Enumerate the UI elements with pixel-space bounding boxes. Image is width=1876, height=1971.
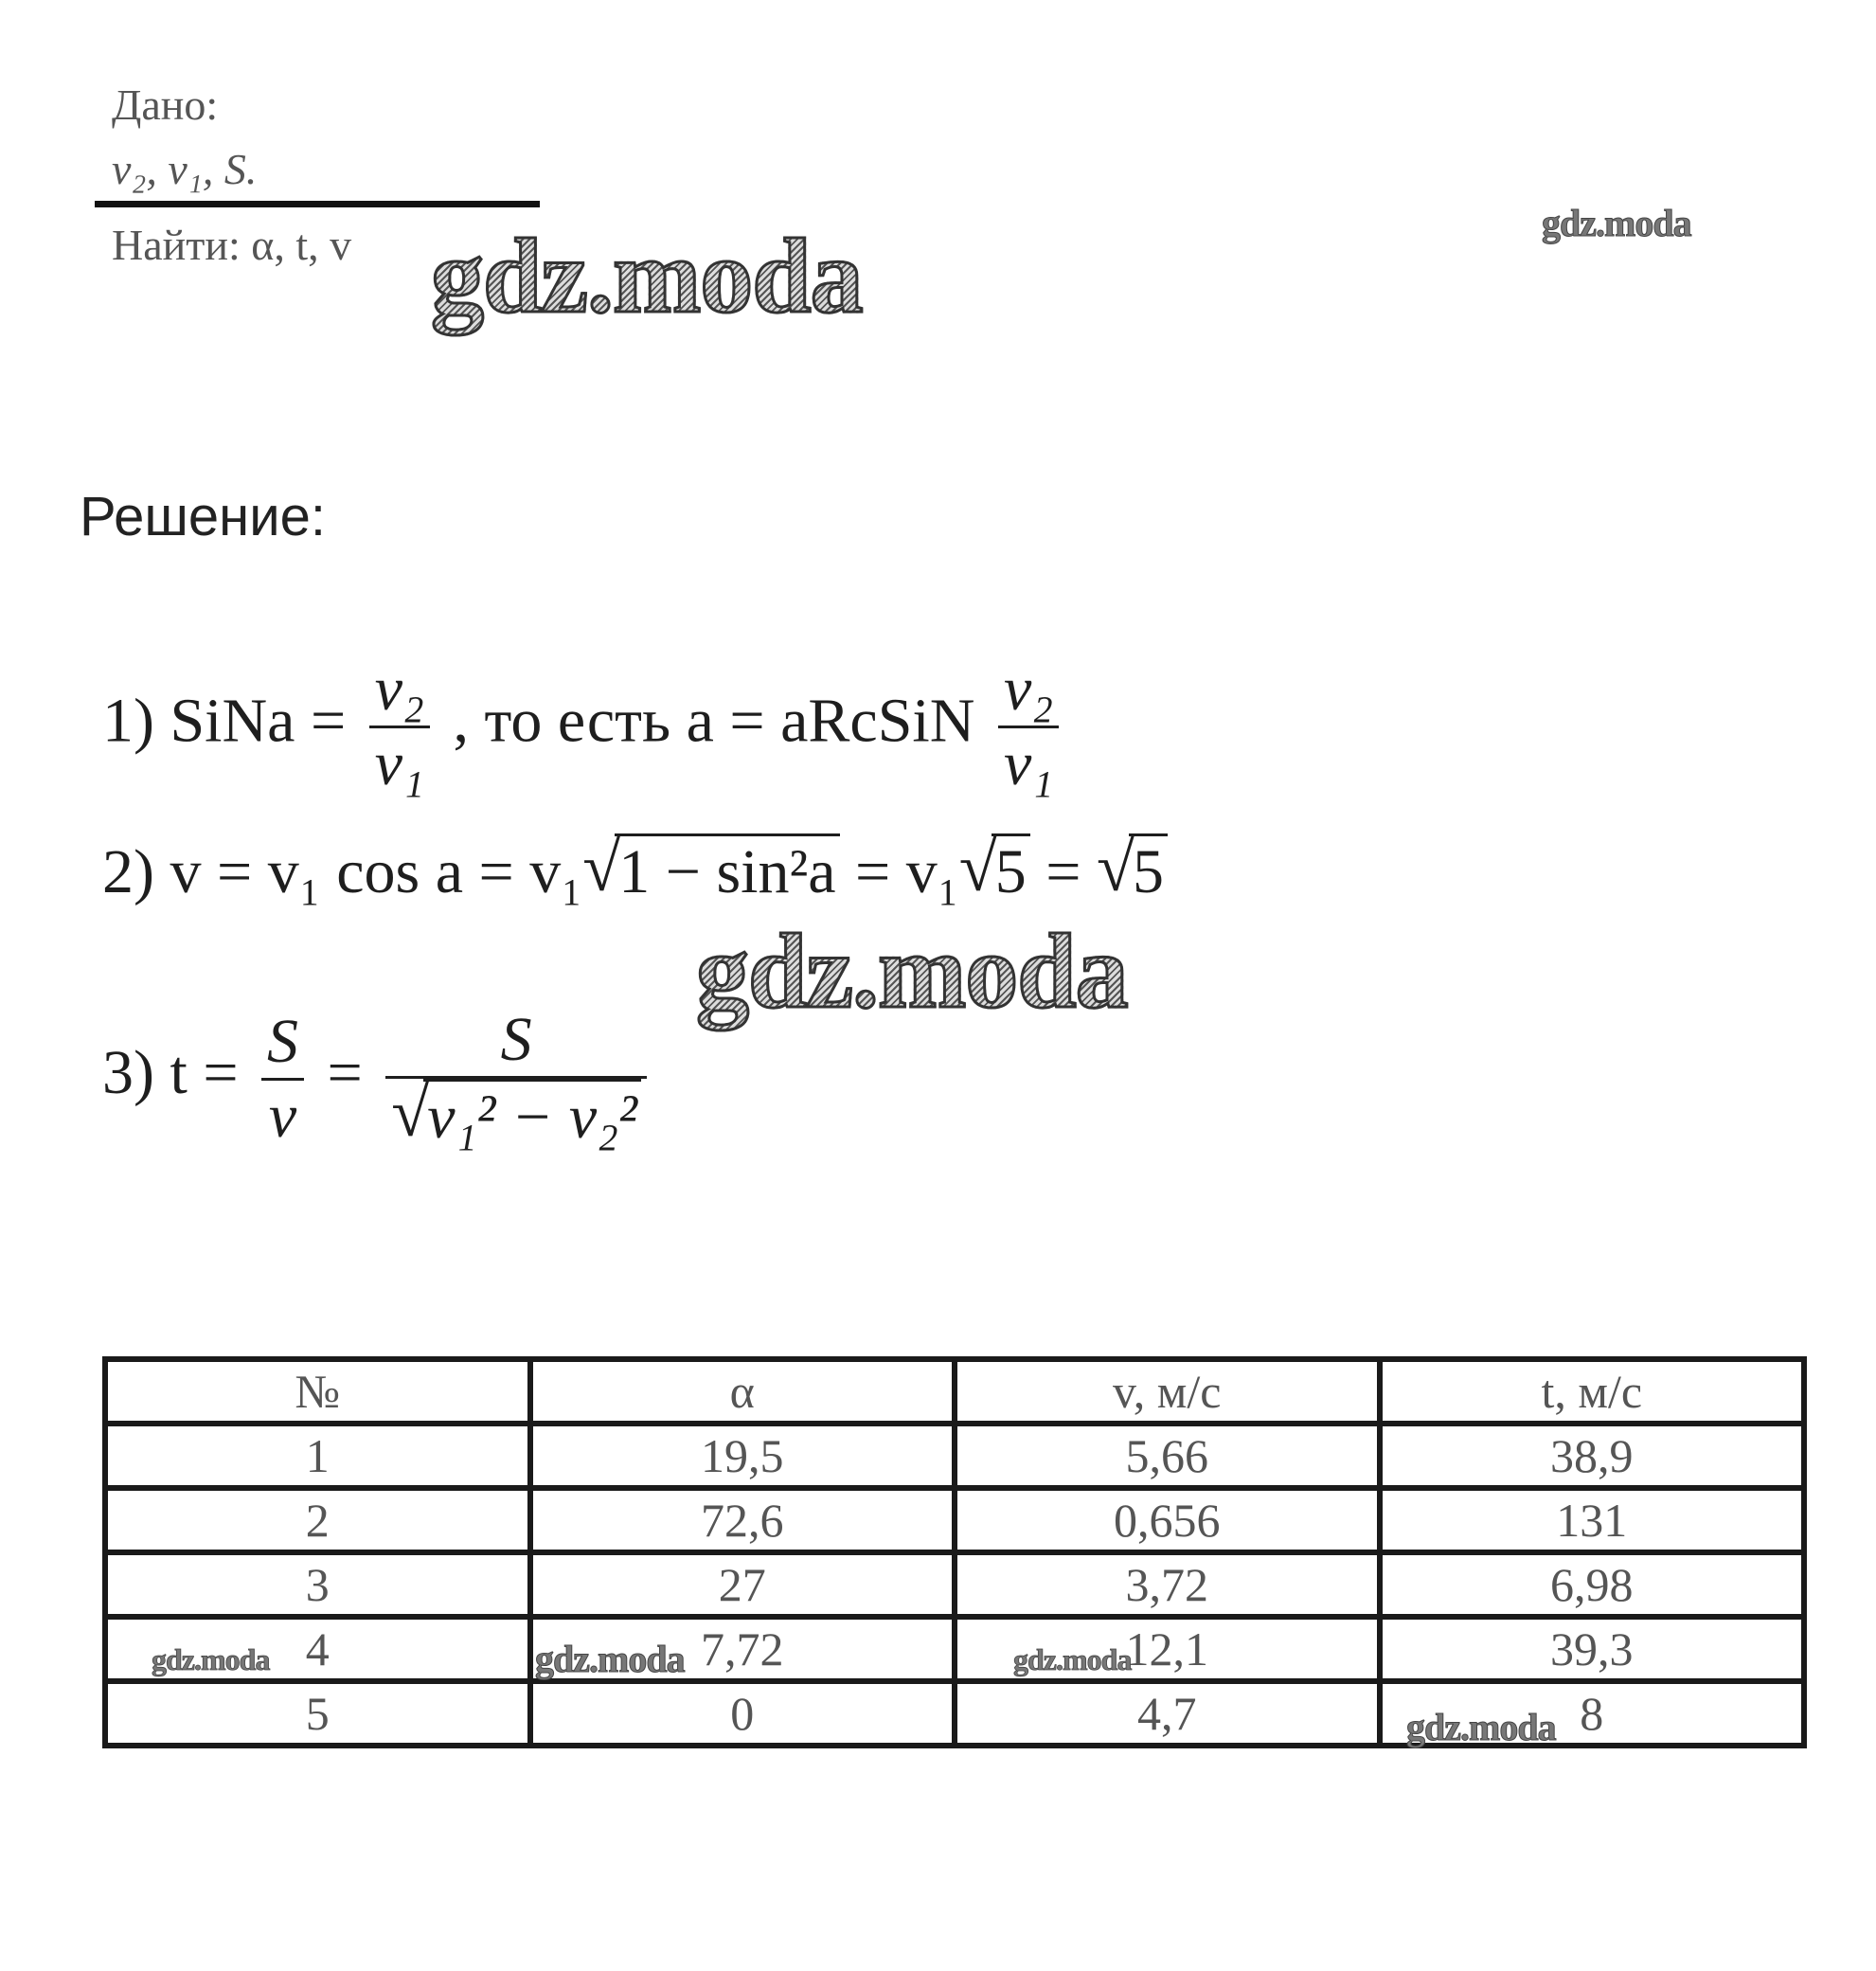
table-header-row — [105, 1359, 1804, 1424]
column-header: v, м/с — [955, 1359, 1380, 1424]
table-row — [105, 1424, 1804, 1488]
find-line: Найти: α, t, v — [112, 221, 352, 269]
table-cell: 8 — [1380, 1681, 1805, 1746]
formula-1-middle: , то есть a = aRcSiN — [453, 686, 975, 756]
radicand: 5 — [1129, 833, 1168, 908]
formula-1-prefix: 1) SiNa = — [102, 686, 347, 756]
table-cell: 7,72 — [530, 1617, 956, 1681]
fraction-denominator — [385, 1079, 647, 1154]
fraction-denominator: v — [268, 1081, 297, 1151]
formula-2 — [102, 833, 1168, 908]
results-table — [102, 1356, 1807, 1748]
table-cell: 0 — [530, 1681, 956, 1746]
fraction — [385, 1004, 647, 1154]
equals-sign: = — [327, 1038, 363, 1108]
table-cell: 5,66 — [955, 1424, 1380, 1488]
table-cell: 131 — [1380, 1488, 1805, 1552]
watermark-logo: gdz.moda — [696, 911, 1128, 1033]
table-cell: 1 — [105, 1424, 530, 1488]
table-cell: 2 — [105, 1488, 530, 1552]
watermark-logo: gdz.moda — [152, 1642, 270, 1676]
table-cell: 3,72 — [955, 1552, 1380, 1617]
table-cell: 72,6 — [530, 1488, 956, 1552]
formula-1 — [102, 654, 1066, 800]
watermark-logo: gdz.moda — [1406, 1706, 1556, 1748]
column-header: t, м/с — [1380, 1359, 1805, 1424]
table-cell: 6,98 — [1380, 1552, 1805, 1617]
formula-3 — [102, 1004, 654, 1154]
square-root — [1097, 833, 1168, 908]
watermark-logo: gdz.moda — [1542, 202, 1691, 244]
column-header: № — [105, 1359, 530, 1424]
fraction-numerator: v₂ — [998, 654, 1059, 728]
table-row — [105, 1552, 1804, 1617]
fraction-numerator: S — [385, 1004, 647, 1079]
radicand: 1 − sin²a — [615, 833, 839, 908]
solution-title: Решение: — [80, 486, 326, 547]
table-row — [105, 1488, 1804, 1552]
given-title: Дано: — [112, 81, 219, 129]
radicand: v₁² − v₂² — [423, 1079, 641, 1154]
radicand: 5 — [992, 833, 1030, 908]
fraction — [998, 654, 1059, 800]
table-cell: 0,656 — [955, 1488, 1380, 1552]
table-row — [105, 1617, 1804, 1681]
formula-2-prefix: 2) v = v₁ cos a = v₁ — [102, 837, 583, 906]
table-cell: 27 — [530, 1552, 956, 1617]
table-cell: 4 — [105, 1617, 530, 1681]
formula-3-prefix: 3) t = — [102, 1038, 239, 1108]
formula-2-middle: = v₁ — [839, 837, 959, 906]
fraction-denominator: v₁ — [374, 729, 424, 798]
table-cell: 39,3 — [1380, 1617, 1805, 1681]
square-root — [959, 833, 1030, 908]
table-cell: 12,1 — [955, 1617, 1380, 1681]
table-cell: 4,7 — [955, 1681, 1380, 1746]
fraction-numerator: S — [261, 1006, 304, 1081]
watermark-logo: gdz.moda — [1013, 1642, 1132, 1676]
fraction-numerator: v₂ — [369, 654, 430, 728]
given-values: v₂, v₁, S. — [112, 145, 258, 193]
watermark-logo: gdz.moda — [535, 1638, 685, 1680]
fraction — [369, 654, 430, 800]
fraction-denominator: v₁ — [1003, 729, 1054, 798]
square-root — [391, 1079, 641, 1154]
given-divider — [95, 201, 540, 207]
table-cell: 19,5 — [530, 1424, 956, 1488]
square-root — [582, 833, 839, 908]
table-cell: 3 — [105, 1552, 530, 1617]
formula-2-middle2: = — [1029, 837, 1098, 906]
table-cell: 5 — [105, 1681, 530, 1746]
column-header: α — [530, 1359, 956, 1424]
table-cell: 38,9 — [1380, 1424, 1805, 1488]
watermark-logo: gdz.moda — [431, 216, 863, 338]
fraction — [261, 1006, 304, 1153]
